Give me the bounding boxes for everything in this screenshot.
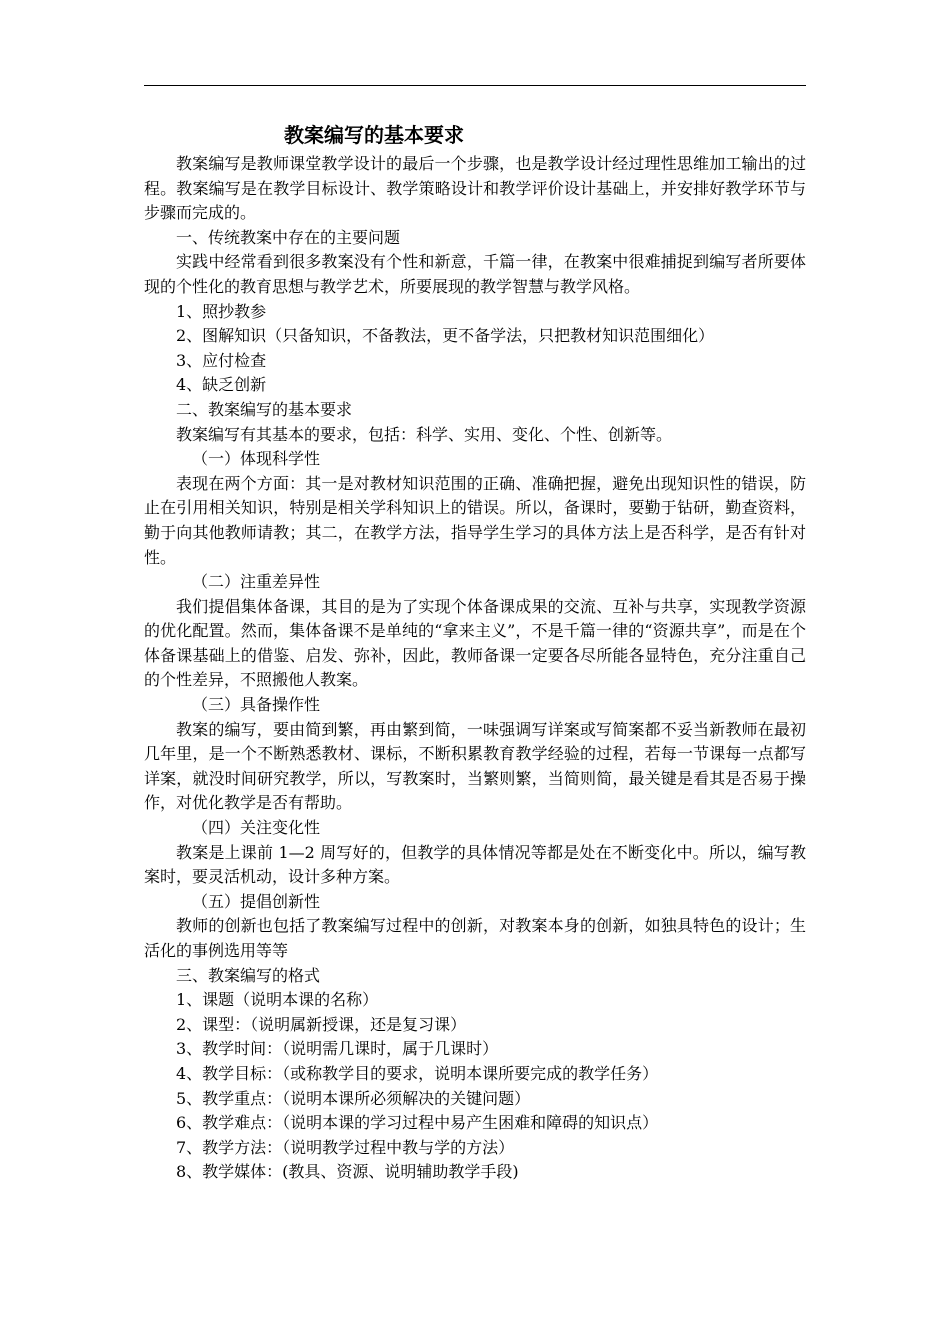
list-item: 3、应付检查 — [176, 350, 267, 370]
format-item: 7、教学方法：（说明教学过程中教与学的方法） — [176, 1137, 515, 1157]
subsection-heading-5: （五）提倡创新性 — [192, 891, 321, 911]
section-2-paragraph: 教案编写有其基本的要求，包括：科学、实用、变化、个性、创新等。 — [176, 424, 673, 444]
format-item: 2、课型：（说明属新授课，还是复习课） — [176, 1014, 467, 1034]
subsection-5-paragraph: 教师的创新也包括了教案编写过程中的创新，对教案本身的创新，如独具特色的设计；生活化的事例选用等等 — [144, 916, 806, 960]
subsection-heading-1: （一）体现科学性 — [192, 449, 321, 469]
list-item: 2、图解知识（只备知识，不备教法，更不备学法，只把教材知识范围细化） — [176, 326, 715, 346]
subsection-heading-4: （四）关注变化性 — [192, 818, 321, 838]
header-rule — [144, 85, 806, 86]
list-item: 4、缺乏创新 — [176, 375, 267, 395]
subsection-heading-3: （三）具备操作性 — [192, 695, 321, 715]
format-item: 6、教学难点：（说明本课的学习过程中易产生困难和障碍的知识点） — [176, 1113, 659, 1133]
format-item: 3、教学时间：（说明需几课时，属于几课时） — [176, 1039, 499, 1059]
subsection-1-paragraph: 表现在两个方面：其一是对教材知识范围的正确、准确把握，避免出现知识性的错误，防止在引用相关知识，特别是相关学科知识上的错误。所以，备课时，要勤于钻研，勤查资料，勤于向其他教师请教；其二，在教学方法，指导学生学习的具体方法上是否科学，是否有针对性。 — [144, 473, 806, 567]
section-heading-3: 三、教案编写的格式 — [176, 965, 321, 985]
list-item: 1、照抄教参 — [176, 301, 267, 321]
section-heading-1: 一、传统教案中存在的主要问题 — [176, 227, 401, 247]
format-item: 5、教学重点：（说明本课所必须解决的关键问题） — [176, 1088, 531, 1108]
format-item: 8、教学媒体：(教具、资源、说明辅助教学手段) — [176, 1162, 519, 1182]
subsection-4-paragraph: 教案是上课前 1—2 周写好的，但教学的具体情况等都是处在不断变化中。所以，编写教案时，要灵活机动，设计多种方案。 — [144, 842, 806, 887]
document-title: 教案编写的基本要求 — [284, 123, 464, 147]
intro-paragraph: 教案编写是教师课堂教学设计的最后一个步骤，也是教学设计经过理性思维加工输出的过程。教案编写是在教学目标设计、教学策略设计和教学评价设计基础上，并安排好教学环节与步骤而完成的。 — [144, 154, 806, 223]
subsection-3-paragraph: 教案的编写，要由简到繁，再由繁到简，一味强调写详案或写简案都不妥当新教师在最初几年里，是一个不断熟悉教材、课标，不断积累教育教学经验的过程，若每一节课每一点都写详案，就没时间研究教学，所以，写教案时，当繁则繁，当简则简，最关键是看其是否易于操作，对优化教学是否有帮助。 — [144, 719, 806, 813]
subsection-heading-2: （二）注重差异性 — [192, 572, 321, 592]
format-item: 4、教学目标：（或称教学目的要求，说明本课所要完成的教学任务） — [176, 1063, 659, 1083]
document-body — [144, 118, 806, 1185]
section-heading-2: 二、教案编写的基本要求 — [176, 399, 353, 419]
format-item: 1、课题（说明本课的名称） — [176, 990, 379, 1010]
section-1-paragraph: 实践中经常看到很多教案没有个性和新意，千篇一律，在教案中很难捕捉到编写者所要体现的个性化的教育思想与教学艺术，所要展现的教学智慧与教学风格。 — [144, 252, 806, 296]
subsection-2-paragraph: 我们提倡集体备课，其目的是为了实现个体备课成果的交流、互补与共享，实现教学资源的优化配置。然而，集体备课不是单纯的“拿来主义”，不是千篇一律的“资源共享”，而是在个体备课基础上的借鉴、启发、弥补，因此，教师备课一定要各尽所能各显特色，充分注重自己的个性差异，不照搬他人教案。 — [144, 596, 806, 690]
